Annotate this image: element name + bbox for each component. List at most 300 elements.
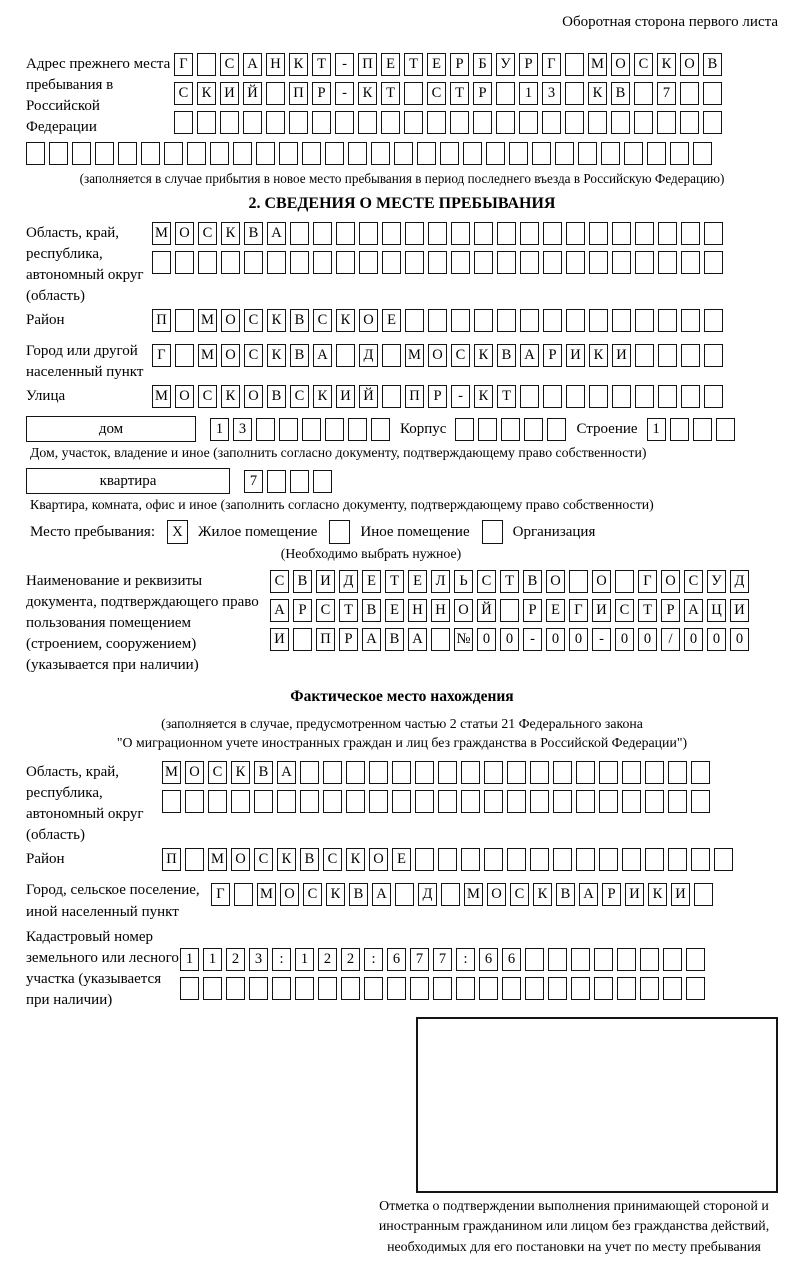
char-cell[interactable] — [520, 385, 539, 408]
char-cell[interactable] — [463, 142, 482, 165]
char-cell[interactable] — [266, 111, 285, 134]
char-cell[interactable] — [358, 111, 377, 134]
char-cell[interactable] — [520, 251, 539, 274]
char-cell[interactable] — [290, 222, 309, 245]
char-cell[interactable] — [501, 418, 520, 441]
char-cell[interactable]: А — [243, 53, 262, 76]
char-cell[interactable] — [589, 385, 608, 408]
char-cell[interactable] — [645, 790, 664, 813]
char-cell[interactable]: Т — [385, 570, 404, 593]
char-cell[interactable] — [346, 761, 365, 784]
char-cell[interactable] — [461, 761, 480, 784]
char-cell[interactable]: О — [592, 570, 611, 593]
char-cell[interactable] — [49, 142, 68, 165]
char-cell[interactable] — [382, 251, 401, 274]
char-cell[interactable] — [703, 111, 722, 134]
char-cell[interactable] — [543, 385, 562, 408]
char-cell[interactable] — [622, 848, 641, 871]
char-cell[interactable]: : — [272, 948, 291, 971]
house-type-box[interactable]: дом — [26, 416, 196, 442]
char-cell[interactable] — [461, 790, 480, 813]
char-cell[interactable] — [415, 848, 434, 871]
char-cell[interactable]: Т — [381, 82, 400, 105]
char-cell[interactable] — [392, 761, 411, 784]
char-cell[interactable]: К — [346, 848, 365, 871]
char-cell[interactable] — [589, 222, 608, 245]
char-cell[interactable] — [691, 790, 710, 813]
char-cell[interactable]: Т — [339, 599, 358, 622]
char-cell[interactable]: С — [684, 570, 703, 593]
char-cell[interactable] — [323, 790, 342, 813]
char-cell[interactable]: Е — [385, 599, 404, 622]
char-cell[interactable] — [336, 222, 355, 245]
char-cell[interactable]: Р — [519, 53, 538, 76]
char-cell[interactable] — [543, 251, 562, 274]
char-cell[interactable]: В — [497, 344, 516, 367]
char-cell[interactable]: С — [220, 53, 239, 76]
char-cell[interactable]: В — [293, 570, 312, 593]
char-cell[interactable] — [478, 418, 497, 441]
char-cell[interactable] — [658, 344, 677, 367]
char-cell[interactable]: Е — [546, 599, 565, 622]
char-cell[interactable] — [256, 142, 275, 165]
char-cell[interactable]: 1 — [180, 948, 199, 971]
char-cell[interactable]: П — [162, 848, 181, 871]
char-cell[interactable]: О — [487, 883, 506, 906]
char-cell[interactable] — [451, 251, 470, 274]
char-cell[interactable] — [645, 848, 664, 871]
char-cell[interactable]: О — [231, 848, 250, 871]
char-cell[interactable]: Р — [523, 599, 542, 622]
char-cell[interactable]: О — [280, 883, 299, 906]
char-cell[interactable]: А — [270, 599, 289, 622]
char-cell[interactable] — [668, 848, 687, 871]
char-cell[interactable]: П — [289, 82, 308, 105]
char-cell[interactable]: У — [496, 53, 515, 76]
char-cell[interactable] — [569, 570, 588, 593]
char-cell[interactable] — [525, 977, 544, 1000]
char-cell[interactable] — [348, 418, 367, 441]
char-cell[interactable] — [693, 418, 712, 441]
char-cell[interactable] — [612, 309, 631, 332]
char-cell[interactable] — [507, 761, 526, 784]
char-cell[interactable] — [369, 790, 388, 813]
char-cell[interactable] — [703, 82, 722, 105]
char-cell[interactable] — [473, 111, 492, 134]
char-cell[interactable] — [433, 977, 452, 1000]
char-cell[interactable]: С — [254, 848, 273, 871]
char-cell[interactable] — [704, 309, 723, 332]
char-cell[interactable] — [663, 948, 682, 971]
char-cell[interactable]: Р — [428, 385, 447, 408]
char-cell[interactable]: 0 — [500, 628, 519, 651]
char-cell[interactable]: В — [254, 761, 273, 784]
char-cell[interactable] — [635, 344, 654, 367]
char-cell[interactable] — [576, 848, 595, 871]
char-cell[interactable] — [313, 222, 332, 245]
char-cell[interactable] — [187, 142, 206, 165]
char-cell[interactable] — [543, 222, 562, 245]
char-cell[interactable] — [571, 977, 590, 1000]
char-cell[interactable]: Е — [382, 309, 401, 332]
char-cell[interactable] — [617, 948, 636, 971]
char-cell[interactable] — [714, 848, 733, 871]
stay-type-checkbox-other[interactable] — [329, 520, 350, 544]
char-cell[interactable] — [233, 142, 252, 165]
char-cell[interactable] — [530, 848, 549, 871]
char-cell[interactable]: Т — [450, 82, 469, 105]
char-cell[interactable] — [680, 82, 699, 105]
char-cell[interactable]: В — [300, 848, 319, 871]
char-cell[interactable] — [417, 142, 436, 165]
char-cell[interactable] — [197, 53, 216, 76]
char-cell[interactable] — [323, 761, 342, 784]
char-cell[interactable]: В — [244, 222, 263, 245]
char-cell[interactable] — [547, 418, 566, 441]
char-cell[interactable]: О — [185, 761, 204, 784]
char-cell[interactable] — [455, 418, 474, 441]
char-cell[interactable] — [496, 82, 515, 105]
char-cell[interactable]: В — [556, 883, 575, 906]
char-cell[interactable]: 0 — [638, 628, 657, 651]
char-cell[interactable] — [341, 977, 360, 1000]
char-cell[interactable] — [686, 948, 705, 971]
char-cell[interactable] — [615, 570, 634, 593]
char-cell[interactable]: Й — [477, 599, 496, 622]
char-cell[interactable]: К — [358, 82, 377, 105]
char-cell[interactable]: С — [208, 761, 227, 784]
char-cell[interactable] — [497, 222, 516, 245]
char-cell[interactable] — [716, 418, 735, 441]
char-cell[interactable]: Н — [266, 53, 285, 76]
char-cell[interactable] — [290, 251, 309, 274]
char-cell[interactable]: 3 — [542, 82, 561, 105]
char-cell[interactable]: К — [326, 883, 345, 906]
char-cell[interactable]: О — [369, 848, 388, 871]
char-cell[interactable]: - — [451, 385, 470, 408]
char-cell[interactable] — [566, 309, 585, 332]
char-cell[interactable]: К — [474, 344, 493, 367]
char-cell[interactable] — [634, 82, 653, 105]
char-cell[interactable]: 6 — [479, 948, 498, 971]
char-cell[interactable] — [484, 790, 503, 813]
char-cell[interactable] — [256, 418, 275, 441]
char-cell[interactable]: Л — [431, 570, 450, 593]
char-cell[interactable]: : — [456, 948, 475, 971]
char-cell[interactable] — [599, 761, 618, 784]
char-cell[interactable] — [553, 848, 572, 871]
char-cell[interactable]: Д — [359, 344, 378, 367]
char-cell[interactable] — [530, 761, 549, 784]
char-cell[interactable]: А — [313, 344, 332, 367]
char-cell[interactable]: 3 — [249, 948, 268, 971]
char-cell[interactable]: Г — [174, 53, 193, 76]
char-cell[interactable]: 2 — [318, 948, 337, 971]
char-cell[interactable]: И — [220, 82, 239, 105]
char-cell[interactable]: С — [634, 53, 653, 76]
char-cell[interactable] — [594, 977, 613, 1000]
char-cell[interactable]: М — [405, 344, 424, 367]
char-cell[interactable]: О — [359, 309, 378, 332]
char-cell[interactable] — [578, 142, 597, 165]
char-cell[interactable] — [565, 111, 584, 134]
char-cell[interactable] — [635, 385, 654, 408]
char-cell[interactable] — [302, 418, 321, 441]
char-cell[interactable]: А — [579, 883, 598, 906]
char-cell[interactable] — [474, 309, 493, 332]
char-cell[interactable]: К — [533, 883, 552, 906]
char-cell[interactable] — [647, 142, 666, 165]
char-cell[interactable] — [220, 111, 239, 134]
char-cell[interactable] — [479, 977, 498, 1000]
char-cell[interactable] — [410, 977, 429, 1000]
char-cell[interactable] — [175, 309, 194, 332]
char-cell[interactable]: И — [612, 344, 631, 367]
char-cell[interactable]: В — [611, 82, 630, 105]
char-cell[interactable]: К — [588, 82, 607, 105]
char-cell[interactable] — [381, 111, 400, 134]
char-cell[interactable] — [152, 251, 171, 274]
char-cell[interactable] — [371, 418, 390, 441]
char-cell[interactable] — [663, 977, 682, 1000]
char-cell[interactable] — [497, 251, 516, 274]
char-cell[interactable] — [456, 977, 475, 1000]
char-cell[interactable] — [612, 222, 631, 245]
char-cell[interactable]: 0 — [730, 628, 749, 651]
char-cell[interactable] — [318, 977, 337, 1000]
char-cell[interactable] — [566, 251, 585, 274]
char-cell[interactable]: В — [523, 570, 542, 593]
stay-type-checkbox-residential[interactable]: X — [167, 520, 188, 544]
char-cell[interactable]: В — [385, 628, 404, 651]
stay-type-checkbox-organization[interactable] — [482, 520, 503, 544]
char-cell[interactable] — [336, 344, 355, 367]
char-cell[interactable]: С — [615, 599, 634, 622]
char-cell[interactable]: И — [730, 599, 749, 622]
char-cell[interactable] — [395, 883, 414, 906]
char-cell[interactable] — [520, 222, 539, 245]
char-cell[interactable] — [450, 111, 469, 134]
char-cell[interactable] — [599, 848, 618, 871]
char-cell[interactable]: О — [611, 53, 630, 76]
char-cell[interactable]: В — [349, 883, 368, 906]
char-cell[interactable] — [617, 977, 636, 1000]
char-cell[interactable] — [254, 790, 273, 813]
char-cell[interactable]: 0 — [707, 628, 726, 651]
char-cell[interactable] — [635, 222, 654, 245]
char-cell[interactable] — [530, 790, 549, 813]
char-cell[interactable]: К — [221, 385, 240, 408]
char-cell[interactable]: 0 — [684, 628, 703, 651]
char-cell[interactable] — [658, 385, 677, 408]
char-cell[interactable]: Р — [312, 82, 331, 105]
char-cell[interactable] — [243, 111, 262, 134]
char-cell[interactable]: С — [174, 82, 193, 105]
char-cell[interactable] — [267, 470, 286, 493]
char-cell[interactable] — [279, 142, 298, 165]
char-cell[interactable] — [520, 309, 539, 332]
char-cell[interactable]: 0 — [615, 628, 634, 651]
char-cell[interactable] — [382, 222, 401, 245]
char-cell[interactable] — [175, 344, 194, 367]
char-cell[interactable] — [249, 977, 268, 1000]
char-cell[interactable] — [440, 142, 459, 165]
char-cell[interactable] — [335, 111, 354, 134]
char-cell[interactable] — [203, 977, 222, 1000]
char-cell[interactable] — [634, 111, 653, 134]
char-cell[interactable]: 0 — [569, 628, 588, 651]
char-cell[interactable] — [658, 222, 677, 245]
char-cell[interactable] — [588, 111, 607, 134]
char-cell[interactable]: В — [290, 309, 309, 332]
char-cell[interactable] — [681, 309, 700, 332]
char-cell[interactable] — [612, 385, 631, 408]
char-cell[interactable]: 1 — [519, 82, 538, 105]
char-cell[interactable]: С — [290, 385, 309, 408]
char-cell[interactable] — [277, 790, 296, 813]
char-cell[interactable]: Т — [497, 385, 516, 408]
char-cell[interactable] — [392, 790, 411, 813]
char-cell[interactable]: С — [270, 570, 289, 593]
char-cell[interactable] — [369, 761, 388, 784]
char-cell[interactable] — [185, 790, 204, 813]
char-cell[interactable]: В — [267, 385, 286, 408]
char-cell[interactable]: А — [277, 761, 296, 784]
char-cell[interactable]: О — [221, 344, 240, 367]
char-cell[interactable]: Н — [431, 599, 450, 622]
char-cell[interactable]: О — [244, 385, 263, 408]
char-cell[interactable] — [640, 948, 659, 971]
char-cell[interactable] — [300, 761, 319, 784]
char-cell[interactable] — [382, 385, 401, 408]
char-cell[interactable] — [295, 977, 314, 1000]
char-cell[interactable] — [555, 142, 574, 165]
char-cell[interactable]: Е — [392, 848, 411, 871]
char-cell[interactable] — [300, 790, 319, 813]
char-cell[interactable] — [428, 309, 447, 332]
char-cell[interactable]: В — [290, 344, 309, 367]
char-cell[interactable]: / — [661, 628, 680, 651]
char-cell[interactable]: К — [474, 385, 493, 408]
char-cell[interactable] — [622, 790, 641, 813]
char-cell[interactable] — [658, 251, 677, 274]
char-cell[interactable] — [221, 251, 240, 274]
char-cell[interactable] — [624, 142, 643, 165]
char-cell[interactable]: Е — [381, 53, 400, 76]
char-cell[interactable] — [185, 848, 204, 871]
char-cell[interactable]: С — [451, 344, 470, 367]
char-cell[interactable] — [548, 948, 567, 971]
char-cell[interactable]: И — [270, 628, 289, 651]
char-cell[interactable] — [325, 142, 344, 165]
char-cell[interactable] — [118, 142, 137, 165]
char-cell[interactable] — [640, 977, 659, 1000]
char-cell[interactable] — [415, 790, 434, 813]
char-cell[interactable] — [571, 948, 590, 971]
char-cell[interactable]: Р — [473, 82, 492, 105]
apartment-type-box[interactable]: квартира — [26, 468, 230, 494]
char-cell[interactable] — [543, 309, 562, 332]
char-cell[interactable] — [359, 251, 378, 274]
char-cell[interactable]: А — [362, 628, 381, 651]
char-cell[interactable] — [524, 418, 543, 441]
char-cell[interactable]: 1 — [295, 948, 314, 971]
char-cell[interactable]: К — [336, 309, 355, 332]
char-cell[interactable]: О — [454, 599, 473, 622]
char-cell[interactable]: С — [244, 344, 263, 367]
char-cell[interactable] — [497, 309, 516, 332]
char-cell[interactable]: И — [671, 883, 690, 906]
char-cell[interactable]: П — [316, 628, 335, 651]
char-cell[interactable]: О — [661, 570, 680, 593]
char-cell[interactable] — [404, 82, 423, 105]
char-cell[interactable]: № — [454, 628, 473, 651]
char-cell[interactable]: М — [208, 848, 227, 871]
char-cell[interactable]: И — [316, 570, 335, 593]
char-cell[interactable] — [576, 761, 595, 784]
char-cell[interactable] — [668, 790, 687, 813]
char-cell[interactable] — [415, 761, 434, 784]
char-cell[interactable]: П — [405, 385, 424, 408]
char-cell[interactable] — [312, 111, 331, 134]
char-cell[interactable] — [509, 142, 528, 165]
char-cell[interactable] — [548, 977, 567, 1000]
char-cell[interactable]: К — [657, 53, 676, 76]
char-cell[interactable]: Г — [542, 53, 561, 76]
char-cell[interactable]: К — [267, 344, 286, 367]
char-cell[interactable] — [364, 977, 383, 1000]
char-cell[interactable]: 2 — [226, 948, 245, 971]
char-cell[interactable]: К — [197, 82, 216, 105]
char-cell[interactable]: В — [362, 599, 381, 622]
char-cell[interactable] — [694, 883, 713, 906]
char-cell[interactable]: 0 — [477, 628, 496, 651]
char-cell[interactable]: Т — [638, 599, 657, 622]
char-cell[interactable]: О — [428, 344, 447, 367]
char-cell[interactable] — [681, 344, 700, 367]
char-cell[interactable]: О — [175, 222, 194, 245]
char-cell[interactable]: Е — [427, 53, 446, 76]
char-cell[interactable] — [668, 761, 687, 784]
char-cell[interactable]: 2 — [341, 948, 360, 971]
char-cell[interactable]: 7 — [433, 948, 452, 971]
char-cell[interactable]: - — [335, 53, 354, 76]
char-cell[interactable]: К — [267, 309, 286, 332]
char-cell[interactable]: М — [198, 309, 217, 332]
char-cell[interactable] — [484, 761, 503, 784]
char-cell[interactable] — [576, 790, 595, 813]
char-cell[interactable]: С — [244, 309, 263, 332]
char-cell[interactable] — [431, 628, 450, 651]
char-cell[interactable] — [635, 309, 654, 332]
char-cell[interactable] — [293, 628, 312, 651]
char-cell[interactable]: 0 — [546, 628, 565, 651]
char-cell[interactable] — [244, 251, 263, 274]
char-cell[interactable]: У — [707, 570, 726, 593]
char-cell[interactable] — [496, 111, 515, 134]
char-cell[interactable] — [302, 142, 321, 165]
char-cell[interactable]: С — [303, 883, 322, 906]
char-cell[interactable] — [565, 53, 584, 76]
char-cell[interactable]: П — [358, 53, 377, 76]
char-cell[interactable]: П — [152, 309, 171, 332]
char-cell[interactable] — [693, 142, 712, 165]
char-cell[interactable]: 3 — [233, 418, 252, 441]
char-cell[interactable]: Й — [359, 385, 378, 408]
char-cell[interactable]: С — [323, 848, 342, 871]
char-cell[interactable] — [686, 977, 705, 1000]
char-cell[interactable] — [405, 251, 424, 274]
